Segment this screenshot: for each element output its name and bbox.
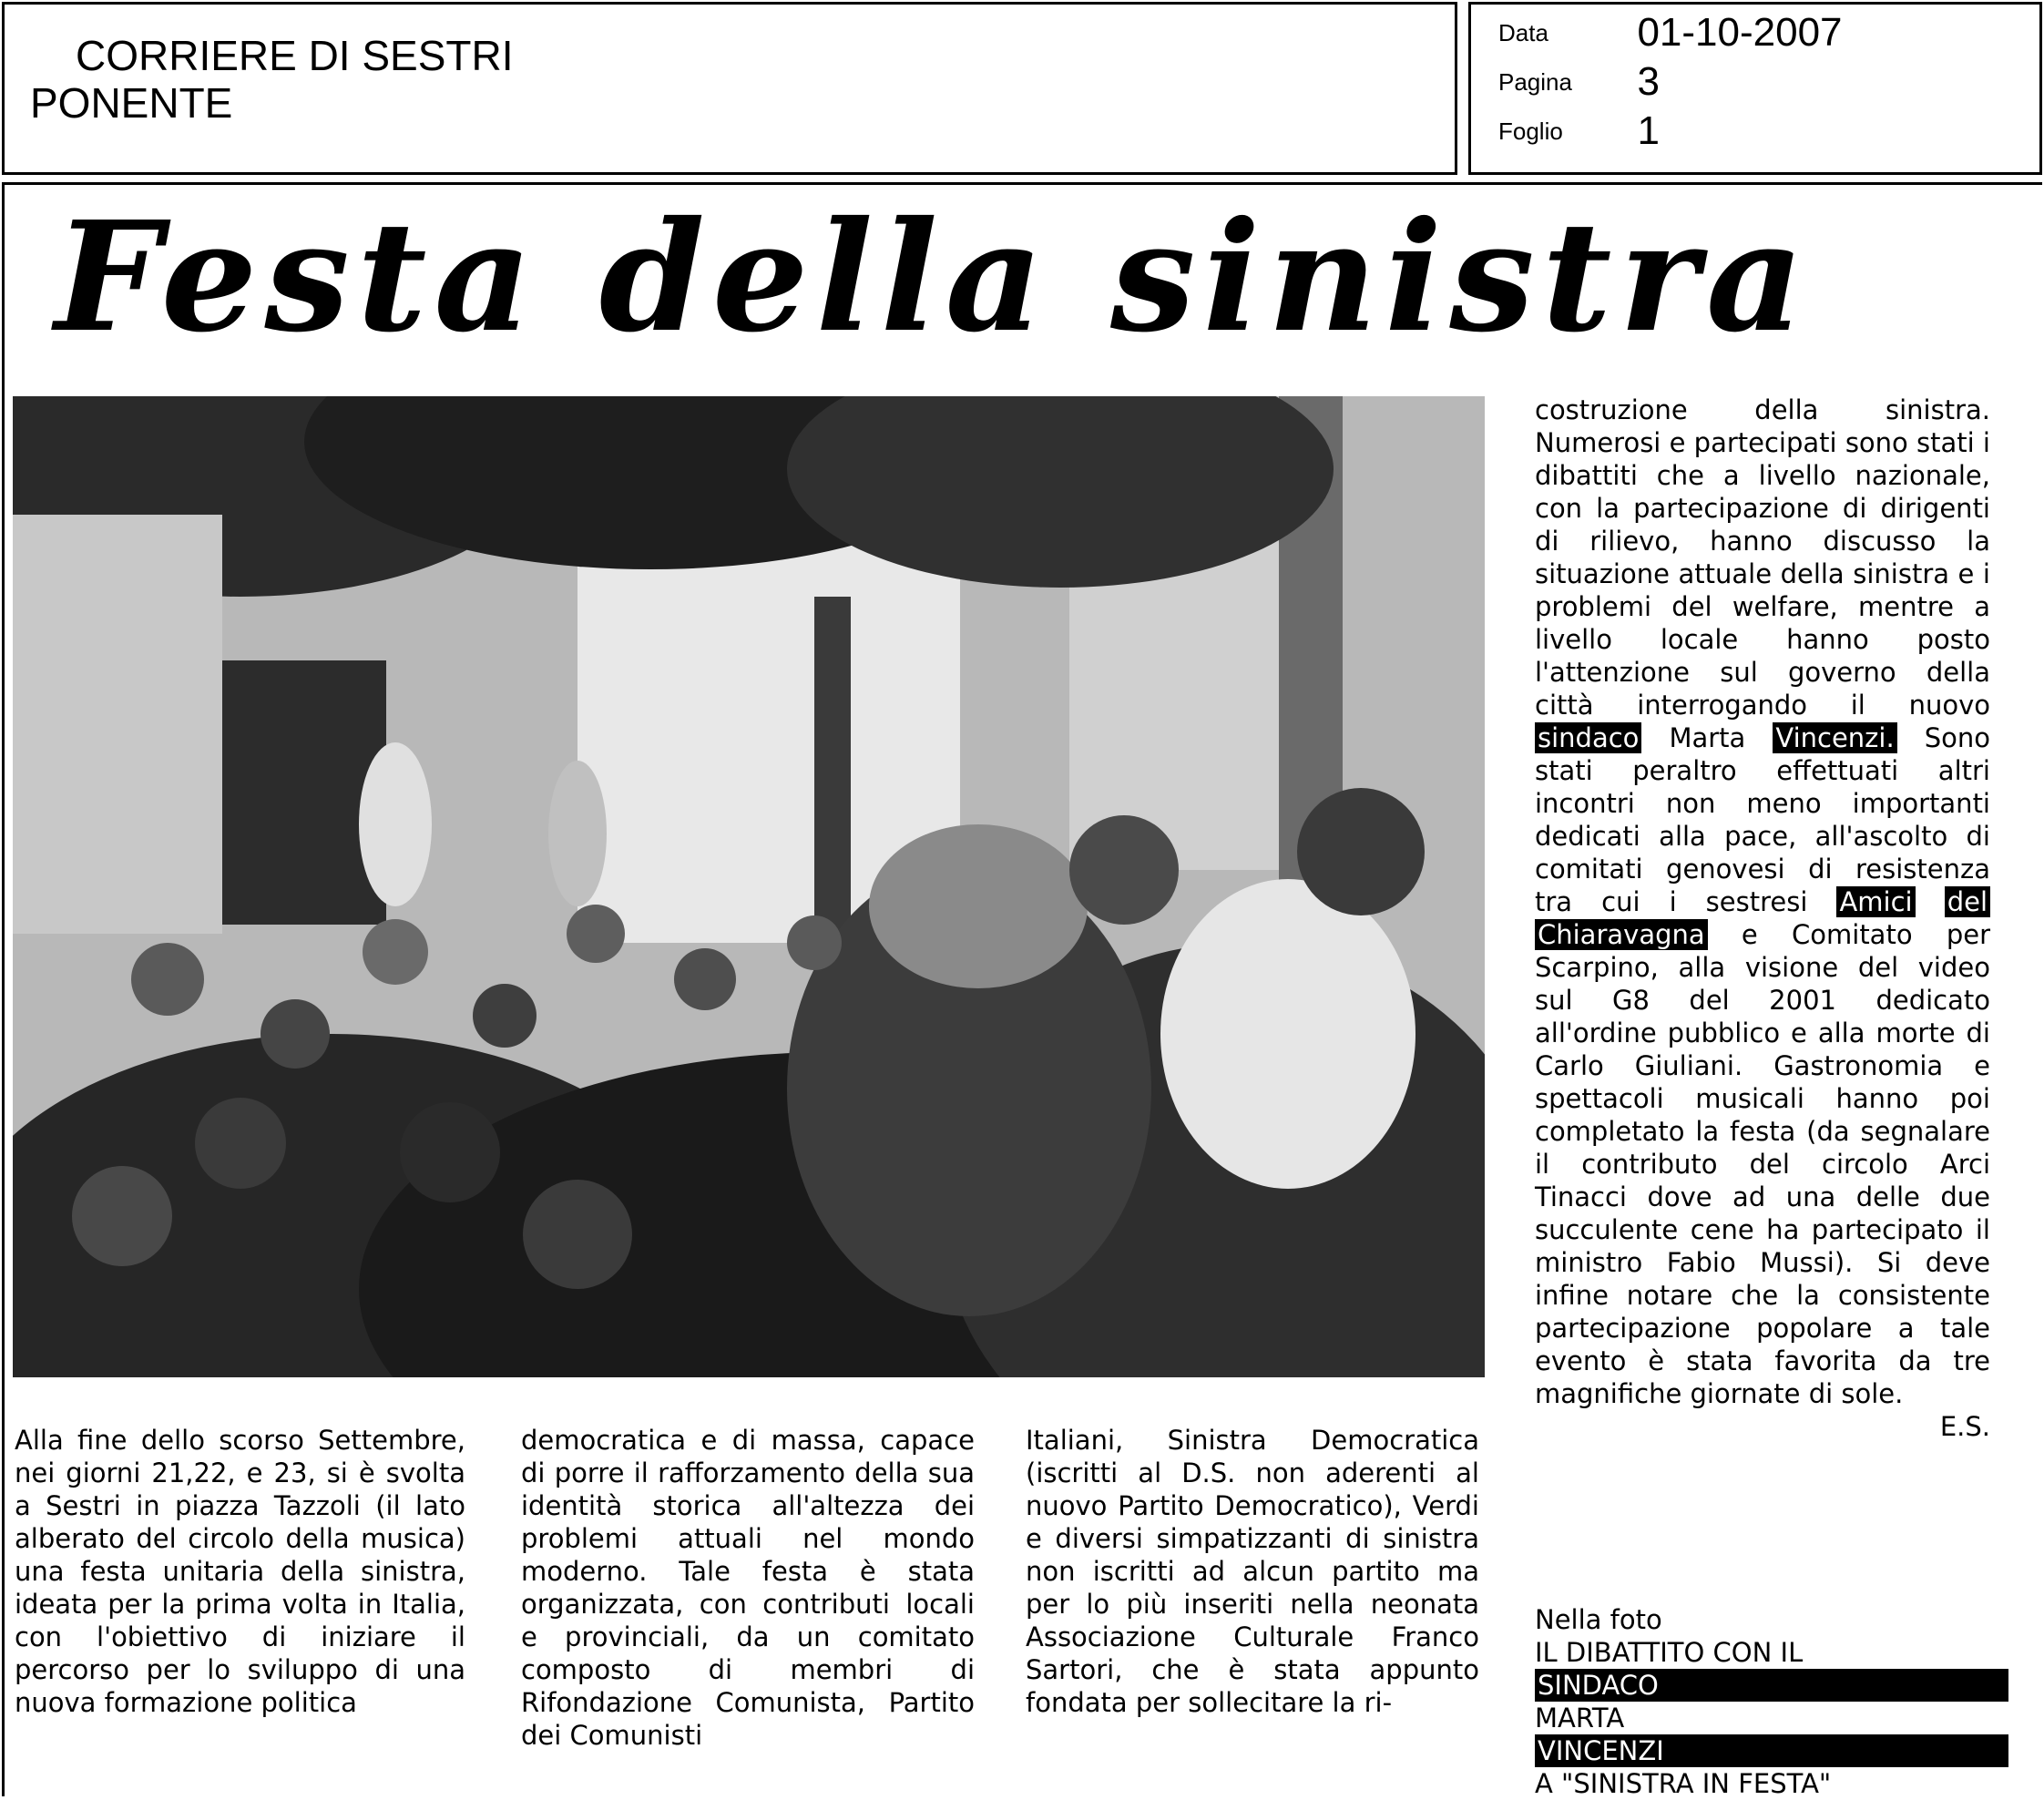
caption-intro: Nella foto: [1535, 1604, 1662, 1635]
highlight-amici: Amici: [1836, 886, 1915, 917]
article-text: Italiani, Sinistra Democratica (iscritti al D.S. non aderenti al nuovo Partito Democratico), Verdi e diversi simpatizzanti di sinistra non iscritti ad alcun partito ma per lo più inseriti nella neonata Associazione Culturale Franco Sartori, che è stata appunto fondata per sollecitare la ri-: [1026, 1425, 1479, 1718]
caption-line-1: [1535, 1636, 2008, 1702]
article-text-continued: [1535, 394, 1990, 1410]
highlight-vincenzi: Vincenzi.: [1773, 722, 1896, 753]
article-text: costruzione della sinistra. Numerosi e partecipati sono stati i dibattiti che a livello nazionale, con la partecipazione di dirigenti di rilievo, hanno discusso la situazione attuale della sinistra e i problemi del welfare, mentre a livello locale hanno posto l'attenzione sul governo della città interrogando il nuovo: [1535, 394, 1990, 721]
meta-row-data: [1498, 10, 1843, 56]
publication-name-line1: CORRIERE DI SESTRI: [76, 32, 514, 79]
meta-value: 1: [1637, 108, 1660, 153]
article-text: Sono stati peraltro effettuati altri incontri non meno importanti dedicati alla pace, all'ascolto di comitati genovesi di resistenza tra cui i sestresi: [1535, 722, 1991, 917]
crowd-photo: [13, 396, 1485, 1377]
highlight-chiaravagna: Chiaravagna: [1535, 919, 1708, 950]
article-column-1: [15, 1424, 465, 1719]
photo-caption: [1535, 1603, 2008, 1800]
publication-name-line2: PONENTE: [30, 79, 233, 127]
article-signature: E.S.: [1939, 1411, 1990, 1442]
meta-row-foglio: [1498, 108, 1660, 154]
article-text: democratica e di massa, capace di porre il rafforzamento della sua identità storica all'altezza dei problemi attuali nel mondo moderno. Tale festa è stata organizzata, con contributi locali e provinciali, da un comitato composto di membri di Rifondazione Comunista, Partito dei Comunisti: [521, 1425, 975, 1751]
photo-scene: [13, 396, 1485, 1377]
article-column-2: [521, 1424, 975, 1752]
meta-value: 01-10-2007: [1637, 10, 1843, 55]
caption-highlight-vincenzi: VINCENZI: [1535, 1734, 2008, 1767]
meta-row-pagina: [1498, 59, 1660, 105]
caption-text: IL DIBATTITO CON IL: [1535, 1637, 1804, 1668]
meta-label: Foglio: [1498, 117, 1563, 145]
issue-meta-box: [1468, 2, 2042, 175]
meta-label: Pagina: [1498, 67, 1572, 96]
publication-name: [30, 32, 514, 127]
meta-value: 3: [1637, 59, 1660, 104]
caption-line-3: A "SINISTRA IN FESTA": [1535, 1768, 1832, 1799]
caption-line-2: [1535, 1702, 2008, 1767]
article-headline: Festa della sinistra: [55, 189, 1812, 366]
article-text: e Comitato per Scarpino, alla visione del video sul G8 del 2001 dedicato all'ordine pubblico e alla morte di Carlo Giuliani. Gastronomia e spettacoli musicali hanno poi completato la festa (da segnalare il contributo del circolo Arci Tinacci dove ad una delle due succulente cene ha partecipato il ministro Fabio Mussi). Si deve infine notare che la consistente partecipazione popolare a tale evento è stata favorita da tre magnifiche giornate di sole.: [1535, 919, 1990, 1409]
highlight-sindaco: sindaco: [1535, 722, 1641, 753]
meta-label: Data: [1498, 18, 1548, 46]
highlight-del: del: [1945, 886, 1990, 917]
article-column-4: [1535, 394, 1990, 1443]
publication-header: [2, 2, 1457, 175]
caption-highlight-sindaco: SINDACO: [1535, 1669, 2008, 1702]
article-text: Alla fine dello scorso Settembre, nei giorni 21,22, e 23, si è svolta a Sestri in piazza Tazzoli (il lato alberato del circolo della musica) una festa unitaria della sinistra, ideata per la prima volta in Italia, con l'obiettivo di iniziare il percorso per lo sviluppo di una nuova formazione politica: [15, 1425, 465, 1718]
caption-text: MARTA: [1535, 1703, 1625, 1734]
article-text: Marta: [1669, 722, 1746, 753]
article-column-3: [1026, 1424, 1479, 1719]
